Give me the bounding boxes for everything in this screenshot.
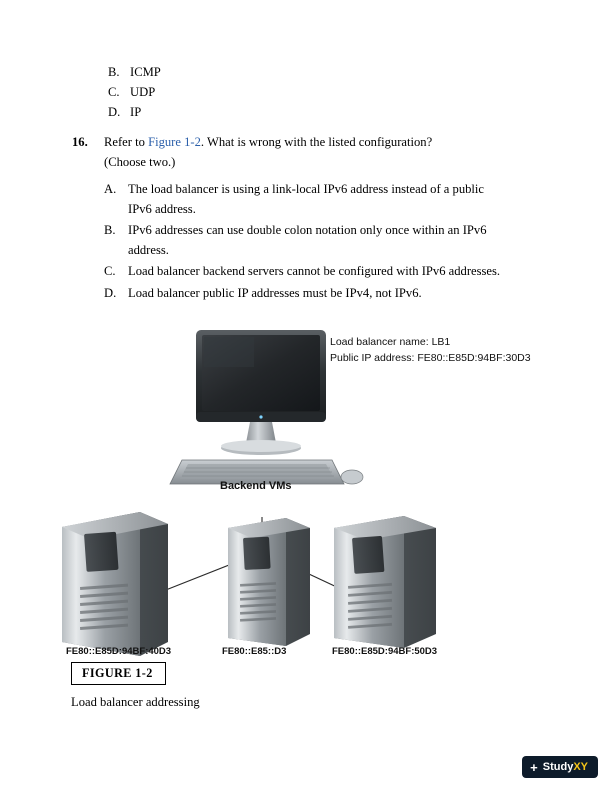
load-balancer-name: Load balancer name: LB1 <box>330 336 451 348</box>
option-text: IP <box>130 105 142 119</box>
load-balancer-public-ip: Public IP address: FE80::E85D:94BF:30D3 <box>330 352 531 364</box>
watermark-brand-main: Study <box>542 761 574 773</box>
answer-text: IPv6 addresses can use double colon notation only once within an IPv6 address. <box>128 223 487 257</box>
vm-address-2: FE80::E85::D3 <box>222 646 287 657</box>
backend-vms-label: Backend VMs <box>220 480 292 492</box>
question-number: 16. <box>72 135 88 149</box>
option-letter: C. <box>108 85 120 99</box>
answer-letter: C. <box>104 264 116 279</box>
option-text: ICMP <box>130 65 161 79</box>
option-letter: D. <box>108 105 121 119</box>
answer-row <box>104 221 504 260</box>
answer-text: Load balancer backend servers cannot be configured with IPv6 addresses. <box>128 264 501 279</box>
backend-vm-2 <box>228 518 310 646</box>
option-letter: B. <box>108 65 120 79</box>
answer-text: The load balancer is using a link-local IPv6 address instead of a public IPv6 address. <box>128 182 485 216</box>
option-text: UDP <box>130 85 156 99</box>
watermark-brand <box>543 761 588 773</box>
question-block <box>72 132 532 172</box>
answer-row <box>104 284 504 304</box>
load-balancer-info <box>330 334 531 366</box>
vm-address-1: FE80::E85D:94BF:40D3 <box>66 646 172 657</box>
figure-reference-link[interactable]: Figure 1-2 <box>148 135 201 149</box>
figure-caption: Load balancer addressing <box>71 695 200 709</box>
answer-text: Load balancer public IP addresses must be IPv4, not IPv6. <box>128 285 422 300</box>
backend-vm-1 <box>62 512 168 656</box>
previous-question-options <box>108 62 528 122</box>
question-content <box>0 62 612 306</box>
answer-row <box>104 262 504 282</box>
question-stem <box>104 132 532 172</box>
option-row <box>108 82 528 102</box>
question-lead-before: Refer to <box>104 135 149 149</box>
answer-row <box>104 180 504 219</box>
answer-letter: B. <box>104 223 116 238</box>
option-row <box>108 62 528 82</box>
answer-letter: A. <box>104 182 117 196</box>
figure-number-box: FIGURE 1-2 <box>71 662 166 685</box>
question-lead-after: . What is wrong with the listed configuration? <box>200 135 433 149</box>
option-row <box>108 102 528 122</box>
vm-address-3: FE80::E85D:94BF:50D3 <box>332 646 438 657</box>
answer-letter: D. <box>104 285 117 300</box>
figure-diagram <box>0 312 612 672</box>
load-balancer-monitor <box>196 330 326 455</box>
backend-vm-3 <box>334 516 436 648</box>
question-lead-line2: (Choose two.) <box>104 155 176 169</box>
figure-graphics <box>0 312 612 672</box>
watermark-badge <box>522 756 598 778</box>
plus-icon: + <box>530 759 538 775</box>
answer-list <box>104 180 504 304</box>
watermark-brand-accent: XY <box>573 761 588 773</box>
